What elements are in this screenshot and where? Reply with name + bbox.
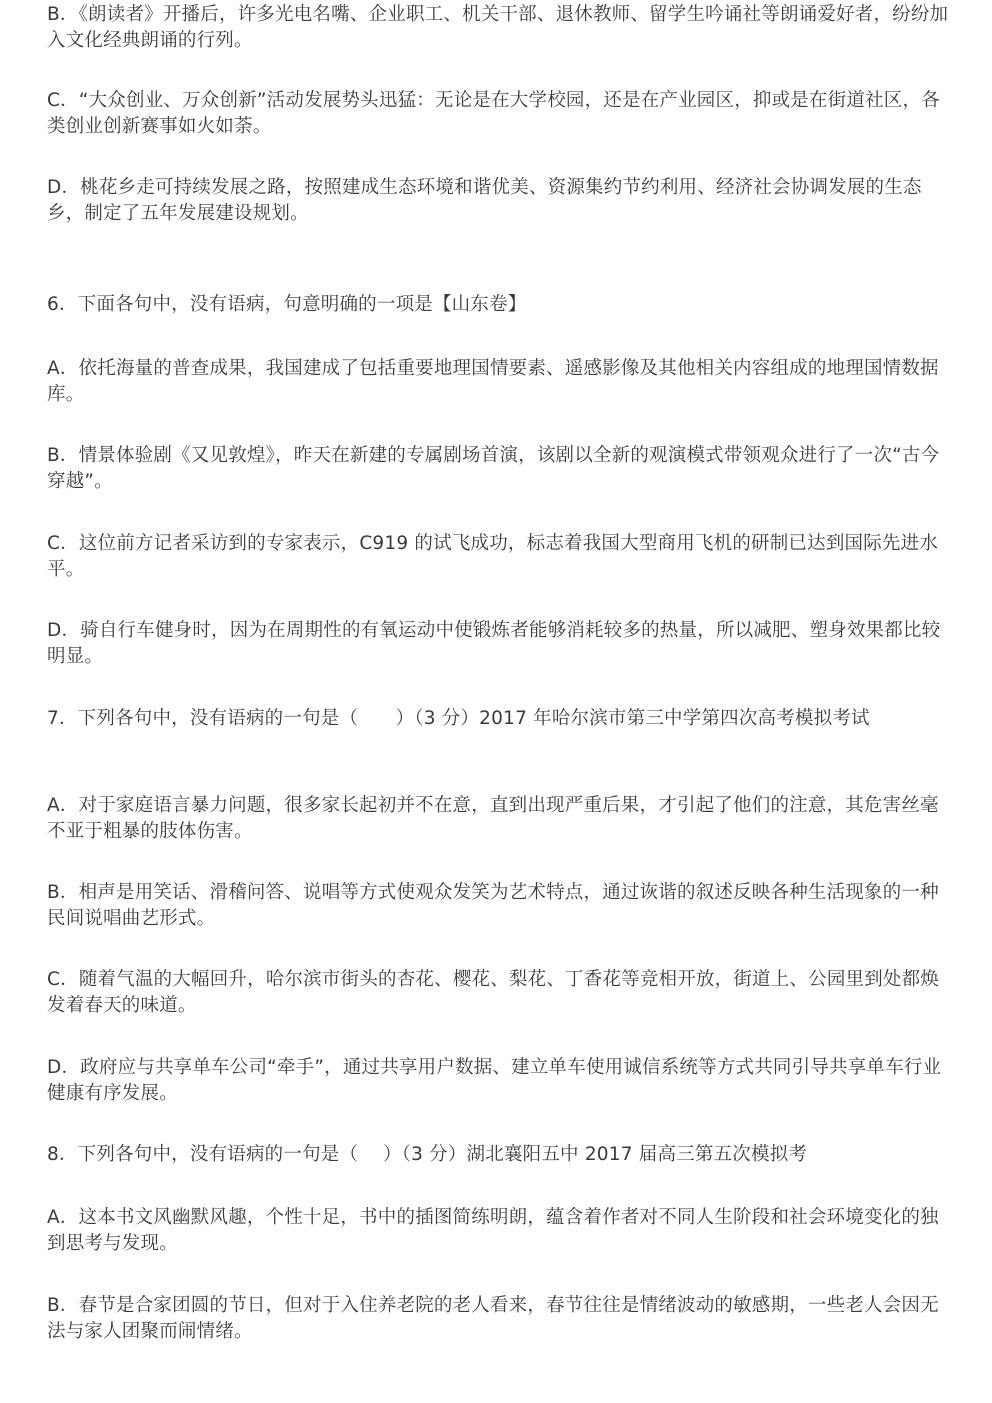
q7-option-b: B．相声是用笑话、滑稽问答、说唱等方式使观众发笑为艺术特点，通过诙谐的叙述反映各种生活现象的一种民间说唱曲艺形式。 (47, 882, 939, 929)
q6-option-a: A．依托海量的普查成果，我国建成了包括重要地理国情要素、遥感影像及其他相关内容组成的地理国情数据库。 (47, 358, 939, 405)
question-8-stem: 8．下列各句中，没有语病的一句是（ ）（3 分）湖北襄阳五中 2017 届高三第五次模拟考 (47, 1144, 808, 1165)
question-6-stem: 6．下面各句中，没有语病，句意明确的一项是【山东卷】 (47, 294, 527, 315)
q6-option-d: D．骑自行车健身时，因为在周期性的有氧运动中使锻炼者能够消耗较多的热量，所以减肥、塑身效果都比较明显。 (47, 620, 941, 667)
question-7-stem: 7．下列各句中，没有语病的一句是（ ）（3 分）2017 年哈尔滨市第三中学第四次高考模拟考试 (47, 708, 870, 729)
q6-option-b: B．情景体验剧《又见敦煌》，昨天在新建的专属剧场首演，该剧以全新的观演模式带领观众进行了一次“古今穿越”。 (47, 445, 940, 492)
q5-option-d: D．桃花乡走可持续发展之路，按照建成生态环境和谐优美、资源集约节约利用、经济社会协调发展的生态乡，制定了五年发展建设规划。 (47, 177, 922, 224)
q7-option-c: C．随着气温的大幅回升，哈尔滨市街头的杏花、樱花、梨花、丁香花等竞相开放，街道上、公园里到处都焕发着春天的味道。 (47, 969, 940, 1016)
q8-option-a: A．这本书文风幽默风趣，个性十足，书中的插图简练明朗，蕴含着作者对不同人生阶段和社会环境变化的独到思考与发现。 (47, 1207, 939, 1254)
q5-option-b: B．《朗读者》开播后，许多光电名嘴、企业职工、机关干部、退休教师、留学生吟诵社等朗诵爱好者，纷纷加入文化经典朗诵的行列。 (47, 4, 949, 51)
q8-option-b: B．春节是合家团圆的节日，但对于入住养老院的老人看来，春节往往是情绪波动的敏感期，一些老人会因无法与家人团聚而闹情绪。 (47, 1295, 939, 1342)
q7-option-d: D．政府应与共享单车公司“牵手”，通过共享用户数据、建立单车使用诚信系统等方式共同引导共享单车行业健康有序发展。 (47, 1057, 942, 1104)
q6-option-c: C．这位前方记者采访到的专家表示，C919 的试飞成功，标志着我国大型商用飞机的研制已达到国际先进水平。 (47, 533, 939, 580)
q5-option-c: C．“大众创业、万众创新”活动发展势头迅猛：无论是在大学校园，还是在产业园区，抑或是在街道社区，各类创业创新赛事如火如荼。 (47, 90, 940, 137)
q7-option-a: A．对于家庭语言暴力问题，很多家长起初并不在意，直到出现严重后果，才引起了他们的注意，其危害丝毫不亚于粗暴的肢体伤害。 (47, 795, 939, 842)
